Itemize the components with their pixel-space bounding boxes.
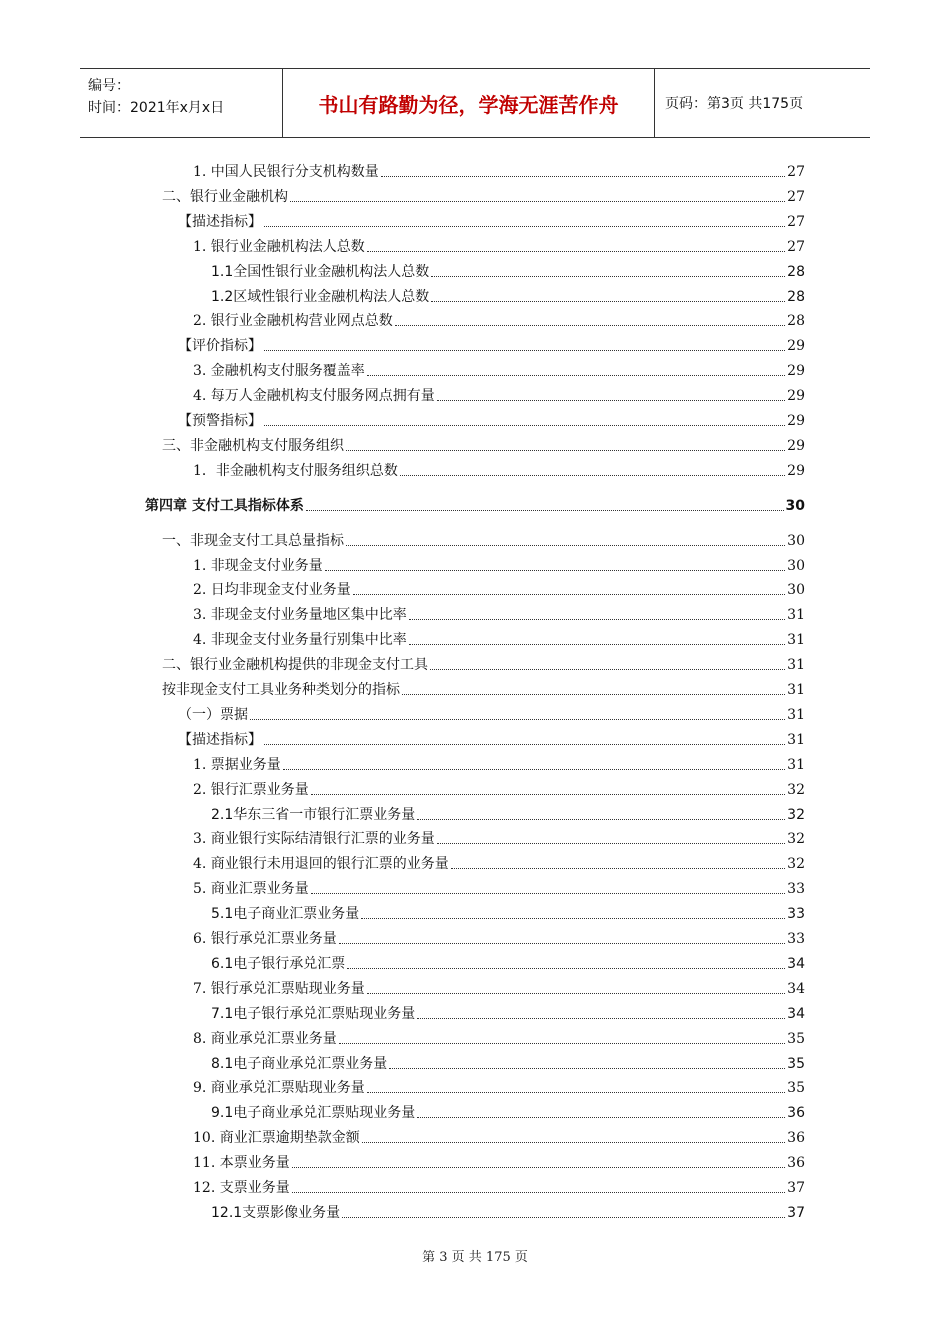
toc-entry[interactable] — [193, 1073, 805, 1097]
toc-entry[interactable] — [178, 406, 805, 430]
toc-entry[interactable] — [162, 675, 805, 699]
toc-entry-page: 30 — [787, 557, 805, 574]
toc-dot-leader — [367, 251, 785, 252]
toc-entry[interactable] — [211, 999, 805, 1023]
toc-entry[interactable] — [193, 1148, 805, 1172]
toc-entry-page: 29 — [787, 388, 805, 405]
toc-dot-leader — [430, 669, 785, 670]
toc-entry-title: 10. 商业汇票逾期垫款金额 — [193, 1130, 360, 1147]
toc-entry-title: 3. 金融机构支付服务覆盖率 — [193, 363, 365, 380]
toc-entry-title: 5. 商业汇票业务量 — [193, 881, 309, 898]
toc-entry[interactable] — [211, 949, 805, 973]
toc-dot-leader — [437, 843, 785, 844]
toc-entry-title: 二、银行业金融机构提供的非现金支付工具 — [162, 657, 428, 674]
toc-entry[interactable] — [193, 874, 805, 898]
toc-dot-leader — [306, 510, 784, 511]
toc-entry[interactable] — [211, 257, 805, 281]
toc-dot-leader — [361, 918, 785, 919]
toc-dot-leader — [292, 1167, 785, 1168]
toc-entry-title: 12. 支票业务量 — [193, 1180, 290, 1196]
toc-dot-leader — [264, 226, 785, 227]
toc-dot-leader — [346, 450, 785, 451]
toc-entry[interactable] — [193, 1173, 805, 1197]
toc-entry[interactable] — [211, 1098, 805, 1122]
toc-entry[interactable] — [193, 1024, 805, 1048]
toc-entry-page: 27 — [787, 213, 805, 230]
toc-entry-page: 32 — [787, 806, 805, 823]
toc-entry-page: 37 — [787, 1204, 805, 1221]
toc-entry[interactable] — [193, 575, 805, 599]
toc-entry-title: 11. 本票业务量 — [193, 1155, 290, 1172]
toc-entry-title: 9.1电子商业承兑汇票贴现业务量 — [211, 1105, 416, 1122]
toc-entry[interactable] — [162, 431, 805, 455]
toc-entry-page: 27 — [787, 238, 805, 255]
toc-entry-title: 1.2区域性银行业金融机构法人总数 — [211, 288, 430, 305]
toc-entry-page: 31 — [787, 632, 805, 649]
toc-dot-leader — [290, 201, 785, 202]
time-label: 时间：2021年x月x日 — [88, 100, 225, 116]
toc-entry[interactable] — [193, 157, 805, 181]
toc-entry[interactable] — [211, 899, 805, 923]
header-meta — [80, 69, 283, 137]
toc-entry[interactable] — [193, 1123, 805, 1147]
toc-entry[interactable] — [162, 182, 805, 206]
toc-dot-leader — [381, 176, 785, 177]
toc-dot-leader — [347, 968, 785, 969]
toc-entry-page: 30 — [785, 497, 805, 514]
toc-entry-title: 4. 商业银行未用退回的银行汇票的业务量 — [193, 856, 449, 873]
toc-dot-leader — [400, 475, 785, 476]
page-footer: 第 3 页 共 175 页 — [422, 1250, 528, 1265]
toc-dot-leader — [437, 400, 785, 401]
toc-entry-title: 2. 银行汇票业务量 — [193, 781, 309, 798]
toc-dot-leader — [325, 570, 785, 571]
serial-label: 编号： — [88, 78, 130, 94]
toc-dot-leader — [431, 301, 785, 302]
toc-dot-leader — [451, 868, 785, 869]
toc-entry-page: 31 — [787, 756, 805, 773]
toc-entry-page: 31 — [787, 706, 805, 723]
toc-dot-leader — [417, 819, 785, 820]
toc-entry-title: 二、银行业金融机构 — [162, 188, 288, 205]
toc-dot-leader — [389, 1068, 785, 1069]
toc-entry-title: 1．非金融机构支付服务组织总数 — [193, 462, 398, 479]
toc-entry-page: 29 — [787, 413, 805, 429]
toc-dot-leader — [409, 644, 785, 645]
toc-entry-title: 1. 中国人民银行分支机构数量 — [193, 164, 379, 180]
toc-entry-title: 1. 票据业务量 — [193, 756, 281, 773]
toc-dot-leader — [417, 1117, 785, 1118]
toc-entry[interactable] — [145, 491, 805, 515]
toc-dot-leader — [264, 425, 785, 426]
toc-entry-page: 35 — [787, 1055, 805, 1072]
toc-entry-title: 8.1电子商业承兑汇票业务量 — [211, 1055, 388, 1072]
toc-entry-title: （一）票据 — [178, 706, 248, 723]
toc-dot-leader — [339, 1043, 785, 1044]
toc-entry-title: 1. 银行业金融机构法人总数 — [193, 238, 365, 255]
toc-entry-title: 7.1电子银行承兑汇票贴现业务量 — [211, 1005, 416, 1022]
toc-entry-page: 30 — [787, 532, 805, 549]
toc-entry-title: 3. 非现金支付业务量地区集中比率 — [193, 607, 407, 624]
toc-entry-page: 29 — [787, 437, 805, 454]
toc-entry-title: 【描述指标】 — [178, 731, 262, 748]
toc-entry-page: 36 — [787, 1105, 805, 1122]
toc-dot-leader — [353, 594, 785, 595]
toc-entry-title: 4. 每万人金融机构支付服务网点拥有量 — [193, 388, 435, 405]
toc-dot-leader — [292, 1192, 785, 1193]
toc-dot-leader — [283, 769, 785, 770]
toc-entry-title: 【预警指标】 — [178, 413, 262, 429]
toc-entry-title: 2.1华东三省一市银行汇票业务量 — [211, 806, 416, 823]
toc-entry-page: 30 — [787, 582, 805, 599]
toc-dot-leader — [367, 375, 785, 376]
toc-entry-page: 37 — [787, 1180, 805, 1196]
toc-entry-page: 34 — [787, 980, 805, 997]
toc-entry[interactable] — [193, 750, 805, 774]
toc-entry-page: 31 — [787, 682, 805, 698]
toc-dot-leader — [431, 276, 785, 277]
toc-dot-leader — [417, 1018, 785, 1019]
toc-entry-page: 29 — [787, 338, 805, 355]
toc-entry[interactable] — [178, 207, 805, 231]
toc-entry[interactable] — [193, 456, 805, 480]
toc-entry-page: 33 — [787, 931, 805, 947]
toc-entry-page: 27 — [787, 164, 805, 180]
toc-entry[interactable] — [162, 650, 805, 674]
toc-dot-leader — [409, 619, 785, 620]
toc-entry-title: 9. 商业承兑汇票贴现业务量 — [193, 1080, 365, 1097]
toc-entry[interactable] — [193, 600, 805, 624]
toc-dot-leader — [395, 325, 785, 326]
toc-entry-page: 28 — [787, 263, 805, 280]
toc-entry[interactable] — [178, 725, 805, 749]
toc-entry[interactable] — [211, 1198, 805, 1222]
toc-entry-title: 3. 商业银行实际结清银行汇票的业务量 — [193, 831, 435, 848]
toc-entry-page: 29 — [787, 462, 805, 479]
toc-entry[interactable] — [193, 824, 805, 848]
header-motto: 书山有路勤为径，学海无涯苦作舟 — [283, 69, 655, 137]
toc-entry-page: 34 — [787, 1005, 805, 1022]
page-header — [80, 68, 870, 138]
toc-entry[interactable] — [162, 526, 805, 550]
toc-entry[interactable] — [193, 625, 805, 649]
toc-entry-title: 2. 银行业金融机构营业网点总数 — [193, 313, 393, 330]
toc-entry-title: 三、非金融机构支付服务组织 — [162, 437, 344, 454]
toc-dot-leader — [311, 893, 785, 894]
toc-entry-page: 34 — [787, 955, 805, 972]
toc-dot-leader — [367, 993, 785, 994]
toc-entry[interactable] — [193, 551, 805, 575]
toc-entry-title: 2. 日均非现金支付业务量 — [193, 582, 351, 599]
toc-dot-leader — [250, 719, 785, 720]
toc-entry[interactable] — [178, 700, 805, 724]
toc-entry-page: 27 — [787, 188, 805, 205]
toc-dot-leader — [367, 1092, 785, 1093]
toc-entry-title: 第四章 支付工具指标体系 — [145, 497, 304, 514]
toc-entry-page: 32 — [787, 831, 805, 848]
toc-entry-page: 33 — [787, 906, 805, 923]
toc-entry-page: 36 — [787, 1130, 805, 1147]
toc-entry-title: 12.1支票影像业务量 — [211, 1204, 341, 1221]
toc-entry-title: 6. 银行承兑汇票业务量 — [193, 931, 337, 947]
toc-entry[interactable] — [193, 306, 805, 330]
toc-entry-page: 28 — [787, 288, 805, 305]
toc-dot-leader — [362, 1142, 785, 1143]
toc-dot-leader — [402, 694, 785, 695]
toc-entry[interactable] — [193, 924, 805, 948]
toc-entry-title: 一、非现金支付工具总量指标 — [162, 532, 344, 549]
toc-entry-page: 32 — [787, 781, 805, 798]
toc-entry-title: 5.1电子商业汇票业务量 — [211, 906, 360, 923]
toc-entry-title: 按非现金支付工具业务种类划分的指标 — [162, 682, 400, 698]
toc-entry-title: 【评价指标】 — [178, 338, 262, 355]
toc-entry[interactable] — [193, 381, 805, 405]
toc-entry-page: 36 — [787, 1155, 805, 1172]
toc-entry-title: 1.1全国性银行业金融机构法人总数 — [211, 263, 430, 280]
toc-dot-leader — [311, 794, 785, 795]
toc-dot-leader — [339, 943, 785, 944]
toc-entry-page: 33 — [787, 881, 805, 898]
toc-entry-page: 31 — [787, 731, 805, 748]
toc-entry-title: 4. 非现金支付业务量行别集中比率 — [193, 632, 407, 649]
toc-entry-page: 35 — [787, 1080, 805, 1097]
toc-dot-leader — [264, 350, 785, 351]
toc-entry-title: 7. 银行承兑汇票贴现业务量 — [193, 980, 365, 997]
toc-entry-page: 29 — [787, 363, 805, 380]
toc-entry[interactable] — [193, 775, 805, 799]
toc-dot-leader — [342, 1217, 785, 1218]
toc-dot-leader — [346, 545, 785, 546]
toc-entry-title: 6.1电子银行承兑汇票 — [211, 955, 346, 972]
toc-entry-title: 【描述指标】 — [178, 213, 262, 230]
toc-entry-page: 31 — [787, 657, 805, 674]
toc-entry-page: 32 — [787, 856, 805, 873]
toc-entry[interactable] — [193, 849, 805, 873]
toc-entry[interactable] — [211, 1049, 805, 1073]
toc-entry-title: 8. 商业承兑汇票业务量 — [193, 1030, 337, 1047]
toc-entry[interactable] — [178, 331, 805, 355]
toc-entry[interactable] — [193, 974, 805, 998]
toc-entry[interactable] — [211, 282, 805, 306]
toc-entry-page: 31 — [787, 607, 805, 624]
toc-entry-title: 1. 非现金支付业务量 — [193, 557, 323, 574]
toc-entry[interactable] — [193, 232, 805, 256]
toc-dot-leader — [264, 744, 785, 745]
header-page-info: 页码：第3页 共175页 — [665, 96, 804, 112]
toc-entry-page: 35 — [787, 1030, 805, 1047]
toc-entry[interactable] — [211, 800, 805, 824]
toc-entry[interactable] — [193, 356, 805, 380]
toc-entry-page: 28 — [787, 313, 805, 330]
